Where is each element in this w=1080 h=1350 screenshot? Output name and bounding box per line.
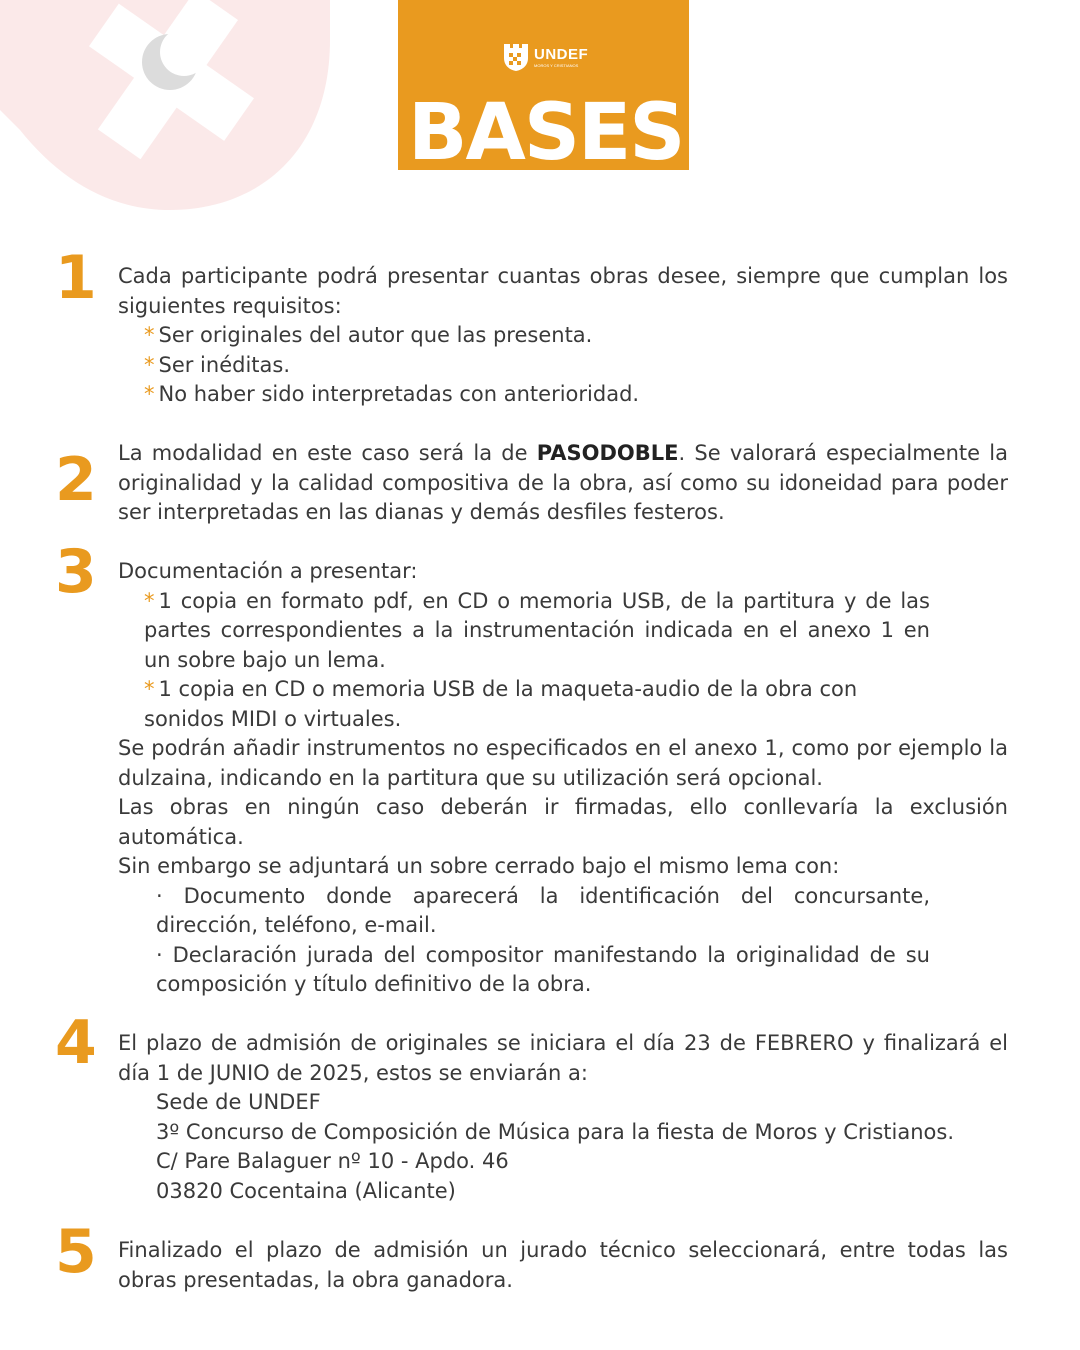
list-item: * Ser inéditas. (144, 352, 291, 377)
section-intro: El plazo de admisión de originales se iniciara el día 23 de FEBRERO y finalizará el día 1 de JUNIO de 2025, estos se enviarán a: (118, 1031, 1008, 1085)
list-item: * 1 copia en formato pdf, en CD o memoria USB, de la partitura y de las partes correspondientes a la instrumentación indicada en el anexo 1 en un sobre bajo un lema. (144, 588, 930, 672)
section-text (118, 1236, 1008, 1295)
section-paragraph: Se podrán añadir instrumentos no especificados en el anexo 1, como por ejemplo la dulzaina, indicando en la partitura que su utilización será opcional. (118, 736, 1008, 790)
address-line: 03820 Cocentaina (Alicante) (156, 1178, 456, 1203)
asterisk-bullet-icon: * (144, 323, 155, 347)
section-text (118, 1029, 1008, 1206)
list-item: · Declaración jurada del compositor manifestando la originalidad de su composición y título definitivo de la obra. (156, 942, 930, 996)
list-item: * 1 copia en CD o memoria USB de la maqueta-audio de la obra con sonidos MIDI o virtuales. (144, 677, 858, 731)
castle-icon (502, 42, 530, 72)
section-number: 5 (55, 1217, 97, 1287)
section-text (118, 439, 1008, 528)
logo-subtext: MOROS Y CRISTIANOS (534, 63, 579, 68)
section-text (118, 557, 1008, 1000)
list-item: · Documento donde aparecerá la identificación del concursante, dirección, teléfono, e-mail. (156, 883, 930, 937)
logo-text: UNDEF (534, 46, 589, 63)
asterisk-bullet-icon: * (144, 588, 155, 613)
section-intro: Documentación a presentar: (118, 559, 418, 583)
address-line: Sede de UNDEF (156, 1090, 321, 1114)
section-paragraph: Sin embargo se adjuntará un sobre cerrado bajo el mismo lema con: (118, 854, 840, 878)
list-item: * No haber sido interpretadas con anterioridad. (144, 382, 640, 406)
section-number: 1 (55, 243, 97, 313)
list-item: * Ser originales del autor que las presenta. (144, 323, 593, 347)
asterisk-bullet-icon: * (144, 382, 155, 406)
highlight-pasodoble: PASODOBLE (536, 441, 679, 465)
section-paragraph: Las obras en ningún caso deberán ir firmadas, ello conllevaría la exclusión automática. (118, 795, 1008, 849)
address-line: C/ Pare Balaguer nº 10 - Apdo. 46 (156, 1149, 509, 1173)
section-number: 2 (55, 445, 97, 515)
section-intro: Cada participante podrá presentar cuantas obras desee, siempre que cumplan los siguientes requisitos: (118, 264, 1008, 318)
watermark-cross-graphic (0, 0, 340, 220)
page-title: BASES (408, 88, 684, 170)
section-paragraph: Finalizado el plazo de admisión un jurado técnico seleccionará, entre todas las obras presentadas, la obra ganadora. (118, 1238, 1008, 1292)
section-number: 4 (55, 1008, 97, 1078)
header-banner (398, 0, 689, 170)
asterisk-bullet-icon: * (144, 677, 155, 701)
address-line: 3º Concurso de Composición de Música para la fiesta de Moros y Cristianos. (156, 1119, 955, 1144)
section-number: 3 (55, 537, 97, 607)
section-text (118, 262, 1008, 410)
section-paragraph: La modalidad en este caso será la de PASODOBLE. Se valorará especialmente la originalidad y la calidad compositiva de la obra, así como su idoneidad para poder ser interpretadas en las dianas y demás desfiles festeros. (118, 441, 1008, 524)
undef-logo (502, 42, 588, 72)
asterisk-bullet-icon: * (144, 352, 155, 377)
